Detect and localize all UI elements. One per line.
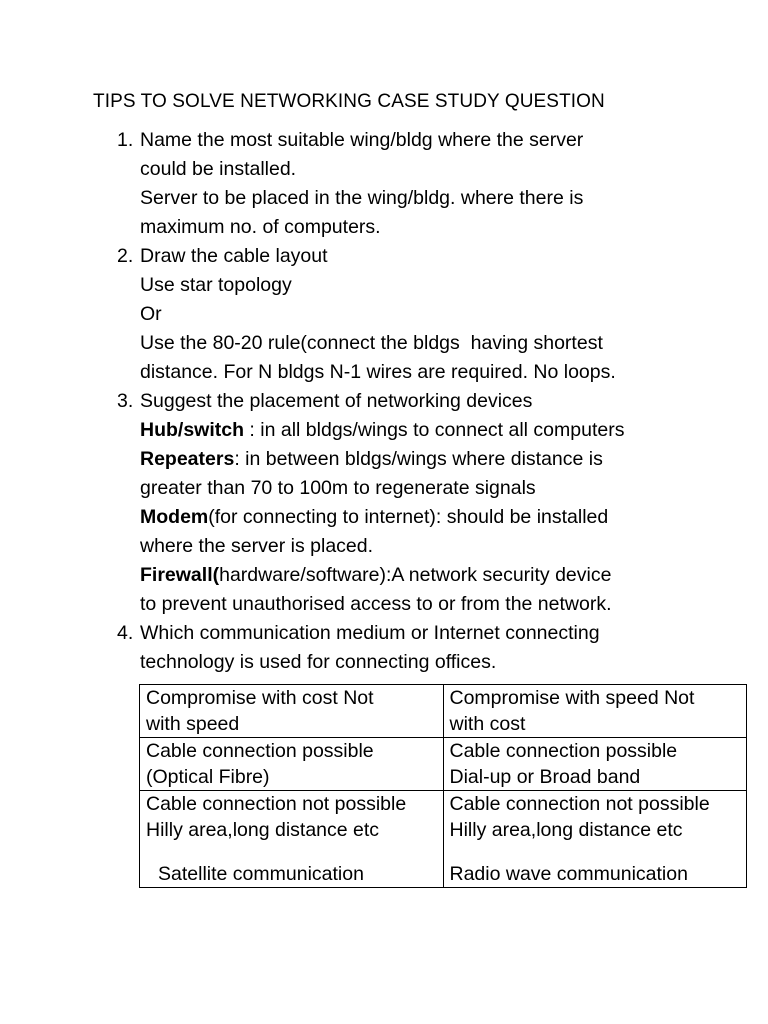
item-line: Server to be placed in the wing/bldg. where there is: [140, 187, 584, 209]
item-line: could be installed.: [140, 158, 297, 180]
device-line-cont: [140, 532, 745, 561]
device-desc: hardware/software):A network security device: [219, 564, 612, 586]
item-number: 2.: [117, 245, 134, 267]
table-row: [140, 791, 747, 888]
device-line-cont: [140, 474, 745, 503]
cell-line: (Optical Fibre): [146, 766, 270, 788]
device-desc: to prevent unauthorised access to or from the network.: [140, 593, 612, 615]
device-line-cont: [140, 590, 745, 619]
item-line: distance. For N bldgs N-1 wires are required. No loops.: [140, 361, 616, 383]
device-desc: greater than 70 to 100m to regenerate signals: [140, 477, 536, 499]
page-title: TIPS TO SOLVE NETWORKING CASE STUDY QUESTION: [93, 91, 605, 112]
tips-list: [105, 126, 745, 677]
item-line: Suggest the placement of networking devices: [140, 390, 533, 412]
cell-line: Cable connection possible: [146, 740, 374, 762]
cell-line: Cable connection possible: [449, 740, 678, 762]
cell-line: Radio wave communication: [449, 863, 688, 885]
item-line: Use star topology: [140, 274, 292, 296]
device-line-modem: [140, 503, 745, 532]
table-cell: [443, 685, 747, 738]
device-line-firewall: [140, 561, 745, 590]
table-cell: [443, 738, 747, 791]
cell-line: Compromise with speed Not: [449, 687, 695, 709]
device-term: Hub/switch: [140, 419, 245, 441]
item-number: 4.: [117, 622, 134, 644]
device-term: Modem: [140, 506, 209, 528]
cell-spacer: [450, 843, 743, 861]
table-cell: [140, 685, 444, 738]
cell-line: Satellite communication: [158, 863, 364, 885]
device-desc: (for connecting to internet): should be installed: [208, 506, 609, 528]
cell-line: Cable connection not possible: [449, 793, 710, 815]
device-line-repeaters: [140, 445, 745, 474]
list-item-1: [105, 126, 745, 242]
list-item-3: [105, 387, 745, 619]
cell-line: Cable connection not possible: [146, 793, 407, 815]
cell-line: with speed: [146, 713, 240, 735]
item-line: maximum no. of computers.: [140, 216, 381, 238]
item-number: 1.: [117, 129, 134, 151]
device-term: Repeaters: [140, 448, 235, 470]
item-line: technology is used for connecting offices.: [140, 651, 497, 673]
item-number: 3.: [117, 390, 134, 412]
item-line: Use the 80-20 rule(connect the bldgs having shortest: [140, 332, 603, 354]
item-line: Draw the cable layout: [140, 245, 328, 267]
comparison-table: [139, 684, 747, 888]
item-line: Or: [140, 303, 162, 325]
list-item-4: [105, 619, 745, 677]
table-cell: [443, 791, 747, 888]
item-line: Name the most suitable wing/bldg where the server: [140, 129, 584, 151]
table-cell: [140, 791, 444, 888]
table-cell: [140, 738, 444, 791]
device-desc: : in between bldgs/wings where distance is: [234, 448, 603, 470]
list-item-2: [105, 242, 745, 387]
table-row: [140, 738, 747, 791]
cell-line: Dial-up or Broad band: [449, 766, 641, 788]
device-desc: : in all bldgs/wings to connect all computers: [244, 419, 625, 441]
item-line: Which communication medium or Internet connecting: [140, 622, 600, 644]
device-line-hub: [140, 416, 745, 445]
cell-line: Compromise with cost Not: [146, 687, 374, 709]
device-term: Firewall(: [140, 564, 220, 586]
cell-line: Hilly area,long distance etc: [449, 819, 683, 841]
cell-spacer: [146, 843, 439, 861]
device-desc: where the server is placed.: [140, 535, 374, 557]
cell-line: Hilly area,long distance etc: [146, 819, 380, 841]
cell-line: with cost: [449, 713, 526, 735]
table-row: [140, 685, 747, 738]
